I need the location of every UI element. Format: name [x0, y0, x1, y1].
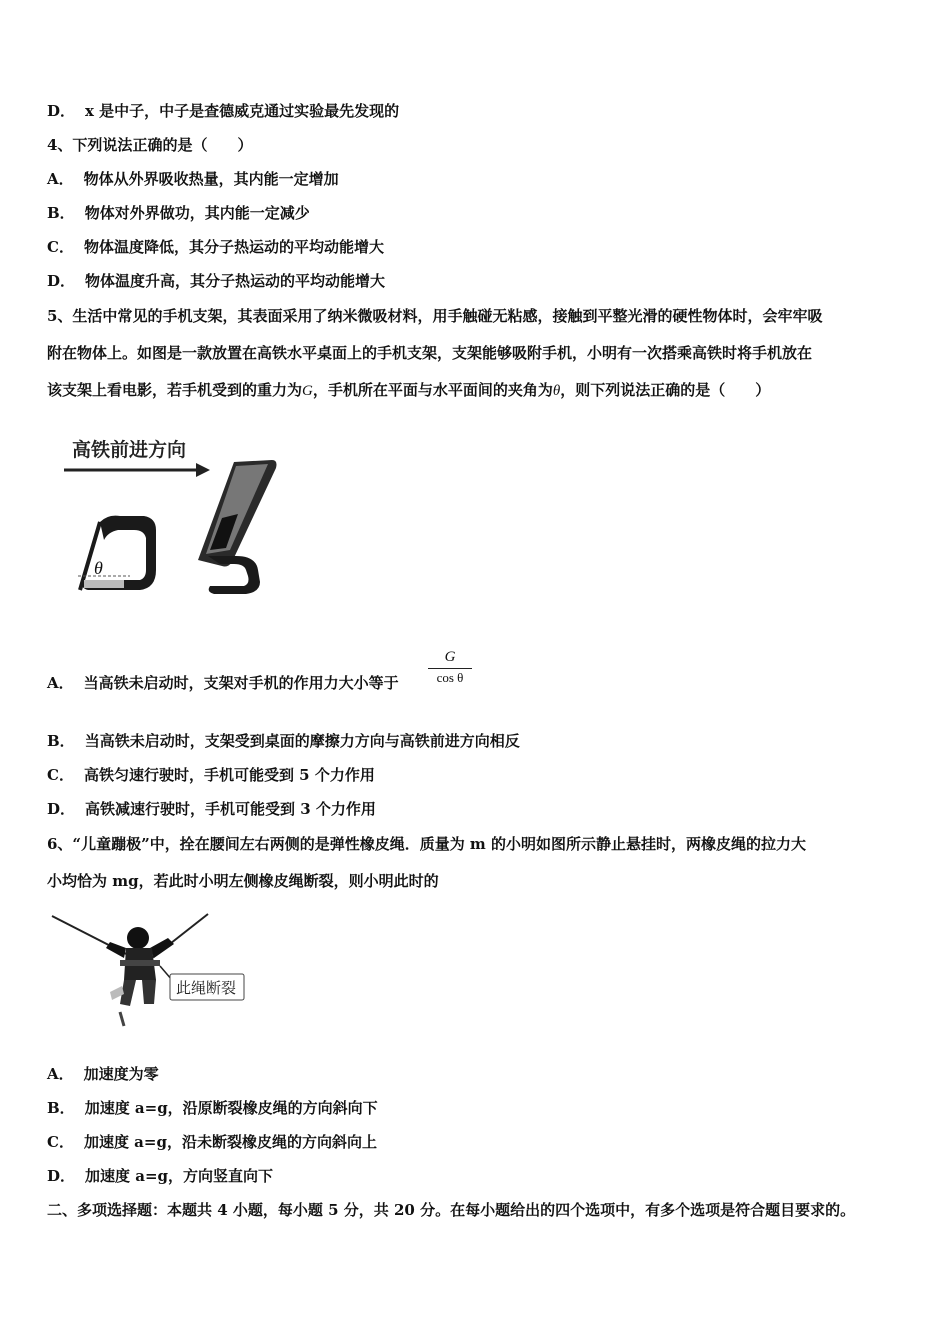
stand-left-plate	[80, 522, 100, 590]
math-G: G	[302, 383, 313, 399]
option-text: 当高铁未启动时，支架受到桌面的摩擦力方向与高铁前进方向相反	[84, 732, 520, 750]
math-theta: θ	[552, 383, 561, 399]
q6-option-c	[47, 1132, 377, 1152]
q5-option-a	[47, 673, 399, 693]
option-text: 加速度 a=g，沿未断裂橡皮绳的方向斜向上	[83, 1133, 377, 1151]
option-text: 高铁减速行驶时，手机可能受到 3 个力作用	[85, 800, 376, 818]
q5-option-d	[47, 799, 376, 819]
q5-stem-line-1: 5、生活中常见的手机支架，其表面采用了纳米微吸材料，用手触碰无粘感，接触到平整光滑的硬性物体时，会牢牢吸	[47, 307, 823, 325]
q4-stem: 4、下列说法正确的是（ ）	[47, 136, 253, 154]
fraction-numerator: G	[428, 648, 472, 669]
q6-option-a	[47, 1064, 159, 1084]
figure-label: 高铁前进方向	[72, 439, 187, 461]
option-letter: D．	[47, 1167, 76, 1185]
phone-stand-illustration	[60, 430, 290, 600]
option-text: 高铁匀速行驶时，手机可能受到 5 个力作用	[83, 766, 375, 784]
q4-option-c	[47, 237, 384, 257]
fraction-denominator: cos θ	[436, 670, 464, 685]
q5-figure	[60, 430, 290, 600]
option-letter: D．	[47, 800, 76, 818]
option-text: 加速度为零	[83, 1065, 159, 1083]
q6-stem-line-1: 6、“儿童蹦极”中，拴在腰间左右两侧的是弹性橡皮绳．质量为 m 的小明如图所示静止悬挂时，两橡皮绳的拉力大	[47, 835, 807, 853]
fraction-g-over-cos-theta	[428, 648, 472, 687]
q6-figure	[48, 908, 258, 1038]
harness-belt	[120, 960, 160, 966]
option-text: 加速度 a=g，方向竖直向下	[85, 1167, 274, 1185]
option-letter: D．	[47, 272, 76, 290]
q3-option-d	[47, 101, 399, 121]
q5-option-c	[47, 765, 375, 785]
option-letter: A．	[47, 170, 74, 188]
q4-option-d	[47, 271, 385, 291]
q5-stem-line-3	[47, 380, 770, 401]
child-right-leg	[142, 980, 156, 1004]
child-left-arm	[106, 942, 126, 958]
option-text: 物体温度升高，其分子热运动的平均动能增大	[85, 272, 386, 290]
option-letter: A．	[47, 674, 74, 692]
child-right-arm	[150, 938, 174, 958]
option-letter: D．	[47, 102, 76, 120]
q6-option-b	[47, 1098, 378, 1118]
option-letter: C．	[47, 766, 74, 784]
stem-text: ，手机所在平面与水平面间的夹角为	[312, 381, 553, 399]
theta-label: θ	[94, 558, 103, 578]
q4-option-a	[47, 169, 339, 189]
option-text: x 是中子，中子是查德威克通过实验最先发现的	[85, 102, 400, 120]
option-letter: B．	[47, 732, 75, 750]
q5-option-b	[47, 731, 520, 751]
q6-stem-line-2: 小均恰为 mg，若此时小明左侧橡皮绳断裂，则小明此时的	[47, 872, 439, 890]
child-bungee-illustration	[48, 908, 258, 1038]
stand-left-base-pad	[84, 580, 124, 588]
q5-stem-line-2: 附在物体上。如图是一款放置在高铁水平桌面上的手机支架，支架能够吸附手机，小明有一次搭乘高铁时将手机放在	[47, 344, 813, 362]
child-foot	[120, 1012, 124, 1026]
q4-option-b	[47, 203, 310, 223]
q6-option-d	[47, 1166, 273, 1186]
option-text: 当高铁未启动时，支架对手机的作用力大小等于	[83, 674, 399, 692]
option-text: 物体从外界吸收热量，其内能一定增加	[83, 170, 339, 188]
option-letter: B．	[47, 204, 75, 222]
child-head	[127, 927, 149, 949]
option-text: 加速度 a=g，沿原断裂橡皮绳的方向斜向下	[84, 1099, 378, 1117]
stem-text: 该支架上看电影，若手机受到的重力为	[47, 381, 303, 399]
option-text: 物体对外界做功，其内能一定减少	[84, 204, 310, 222]
callout-label: 此绳断裂	[176, 979, 237, 997]
option-letter: C．	[47, 238, 74, 256]
option-text: 物体温度降低，其分子热运动的平均动能增大	[83, 238, 384, 256]
direction-arrow-head	[196, 463, 210, 477]
stem-text: ，则下列说法正确的是（ ）	[560, 381, 771, 399]
option-letter: C．	[47, 1133, 74, 1151]
option-letter: B．	[47, 1099, 75, 1117]
option-letter: A．	[47, 1065, 74, 1083]
section-2-heading: 二、多项选择题：本题共 4 小题，每小题 5 分，共 20 分。在每小题给出的四个选项中，有多个选项是符合题目要求的。	[47, 1201, 856, 1219]
